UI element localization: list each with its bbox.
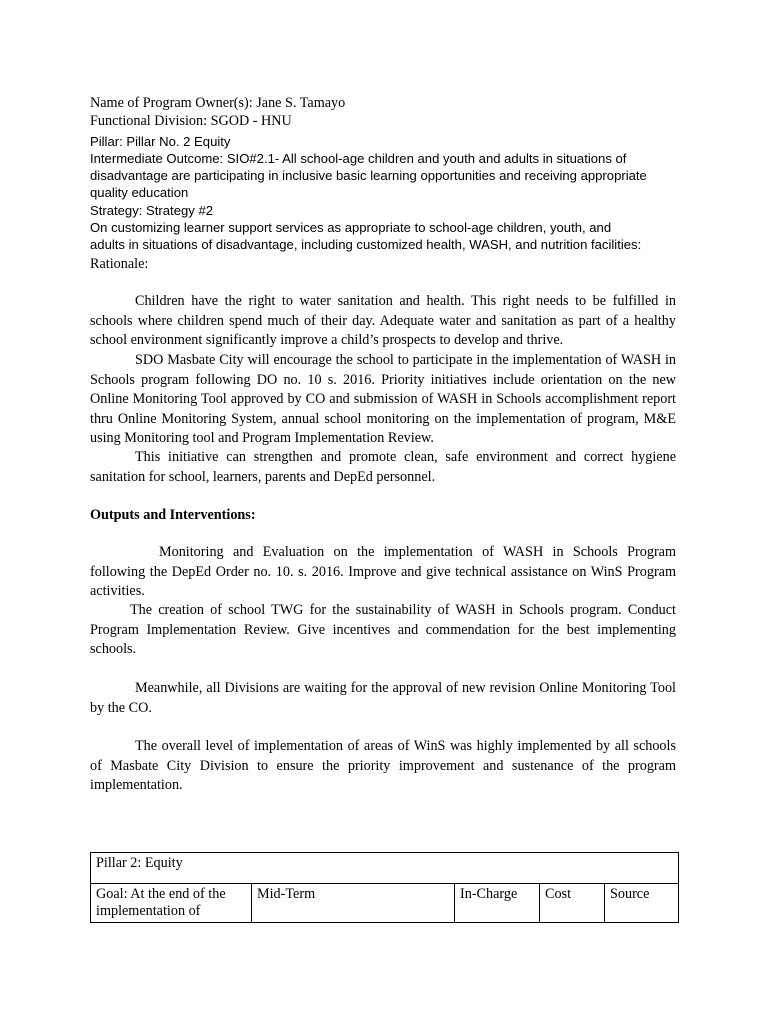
rationale-label: Rationale:: [90, 256, 149, 272]
strategy-description-line-1: On customizing learner support services as appropriate to school-age children, youth, and: [90, 220, 612, 235]
rationale-paragraph-2: SDO Masbate City will encourage the school to participate in the implementation of WASH in Schools program following DO no. 10 s. 2016. Priority initiatives include orientation on the new Online Monitoring Tool approved by CO and submission of WASH in Schools accomplishment report thru Online Monitoring System, annual school monitoring on the implementation of program, M&E using Monitoring tool and Program Implementation Review.: [90, 352, 676, 446]
outputs-paragraph-3: Meanwhile, all Divisions are waiting for the approval of new revision Online Monitoring Tool by the CO.: [90, 680, 676, 716]
source-column-header: Source: [605, 884, 679, 923]
outputs-paragraph-2: The creation of school TWG for the sustainability of WASH in Schools program. Conduct Program Implementation Review. Give incentives and commendation for the best implementing schools.: [90, 602, 676, 657]
strategy-line: Strategy: Strategy #2: [90, 203, 214, 218]
pillar-line: Pillar: Pillar No. 2 Equity: [90, 134, 231, 149]
rationale-paragraph-3: This initiative can strengthen and promote clean, safe environment and correct hygiene sanitation for school, learners, parents and DepEd personnel.: [90, 449, 676, 485]
pillar-plan-table: [90, 852, 679, 923]
intermediate-outcome-line-3: quality education: [90, 185, 189, 200]
program-owner: Name of Program Owner(s): Jane S. Tamayo: [90, 95, 346, 111]
functional-division: Functional Division: SGOD - HNU: [90, 113, 292, 129]
intermediate-outcome-line-2: disadvantage are participating in inclusive basic learning opportunities and receiving appropriate: [90, 168, 647, 183]
incharge-column-header: In-Charge: [455, 884, 540, 923]
outputs-heading: Outputs and Interventions:: [90, 507, 256, 523]
table-title-cell: Pillar 2: Equity: [91, 853, 679, 884]
outputs-paragraph-1: Monitoring and Evaluation on the implementation of WASH in Schools Program following the DepEd Order no. 10. s. 2016. Improve and give technical assistance on WinS Program activities.: [90, 544, 676, 599]
intermediate-outcome-line-1: Intermediate Outcome: SIO#2.1- All school-age children and youth and adults in situations of: [90, 151, 627, 166]
goal-column-header: Goal: At the end of the implementation of: [91, 884, 252, 923]
outputs-paragraph-4: The overall level of implementation of areas of WinS was highly implemented by all schools of Masbate City Division to ensure the priority improvement and sustenance of the program implementation.: [90, 738, 676, 793]
midterm-column-header: Mid-Term: [252, 884, 455, 923]
rationale-paragraph-1: Children have the right to water sanitation and health. This right needs to be fulfilled in schools where children spend much of their day. Adequate water and sanitation as part of a healthy school environment significantly improve a child’s prospects to develop and thrive.: [90, 293, 676, 348]
table-title-row: [91, 853, 679, 884]
table-header-row: [91, 884, 679, 923]
cost-column-header: Cost: [540, 884, 605, 923]
strategy-description-line-2: adults in situations of disadvantage, including customized health, WASH, and nutrition facilities:: [90, 237, 642, 252]
